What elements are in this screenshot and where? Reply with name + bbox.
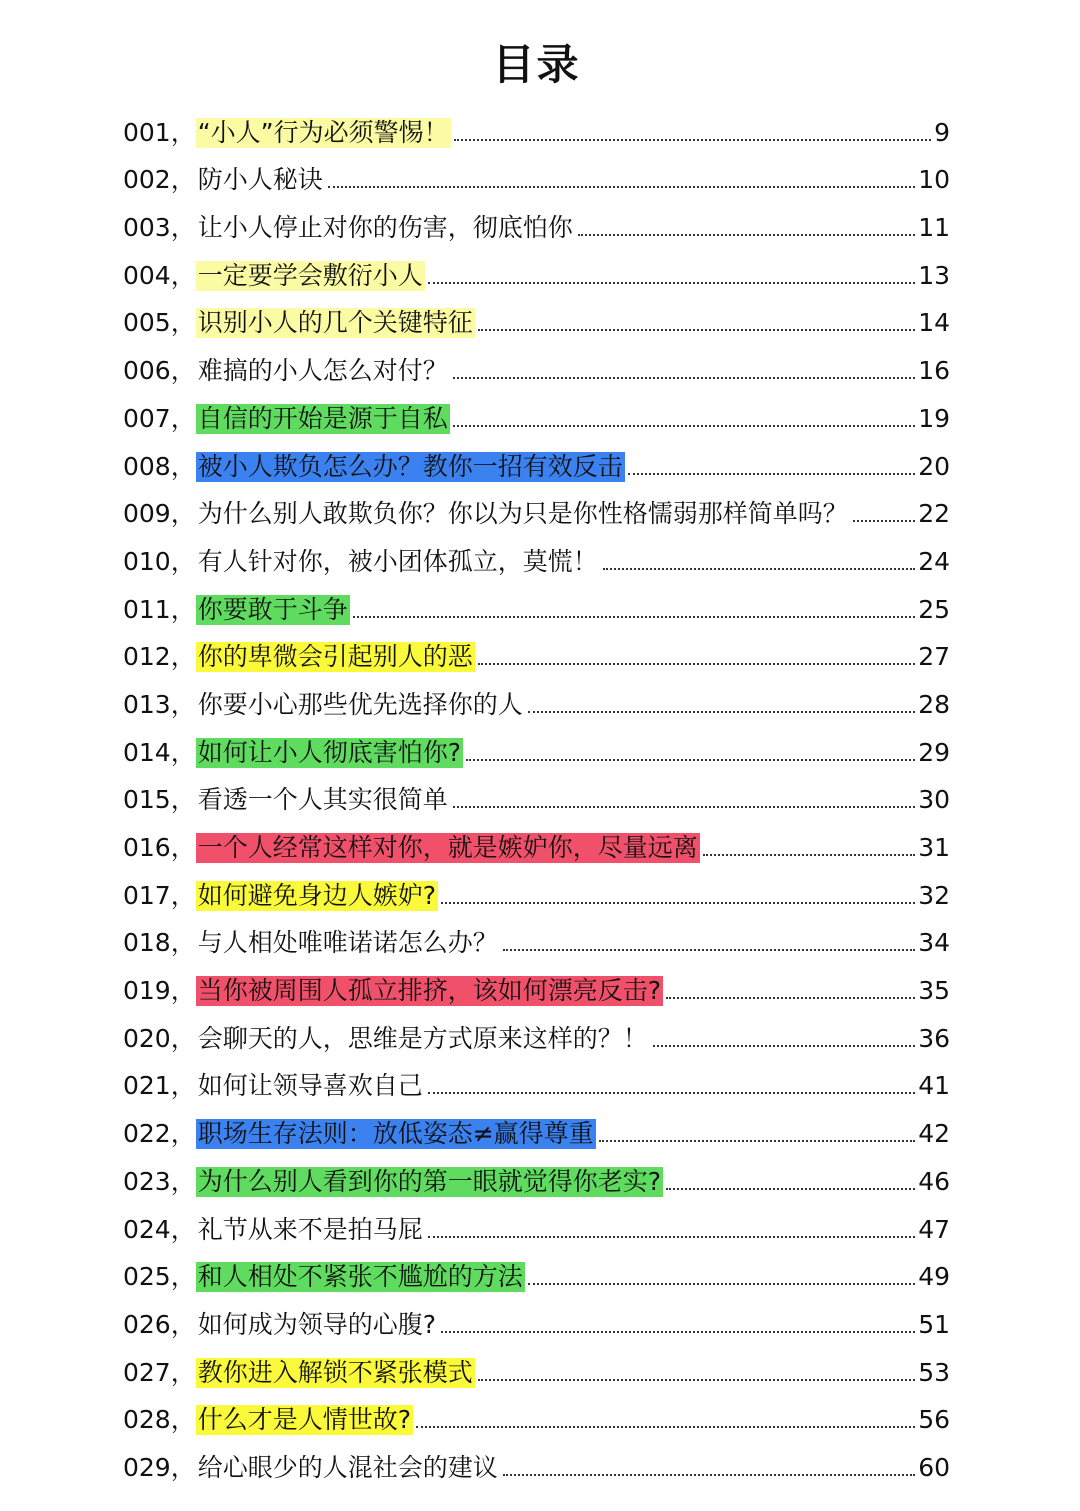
toc-entry[interactable]: [123, 625, 950, 673]
dot-leader: [503, 1474, 915, 1476]
entry-title: 会聊天的人，思维是方式原来这样的？！: [197, 1023, 648, 1053]
entry-number: 008，: [123, 451, 196, 481]
entry-page-number: 36: [918, 1023, 950, 1053]
toc-entry[interactable]: [123, 1340, 950, 1388]
dot-leader: [853, 520, 915, 522]
dot-leader: [328, 186, 915, 188]
entry-page-number: 32: [918, 880, 950, 910]
entry-title: 你要小心那些优先选择你的人: [197, 689, 523, 719]
entry-title: 职场生存法则：放低姿态≠赢得尊重: [197, 1119, 594, 1149]
entry-number: 026，: [123, 1309, 196, 1339]
entry-title: 当你被周围人孤立排挤，该如何漂亮反击?: [197, 976, 661, 1006]
entry-page-number: 30: [918, 785, 950, 815]
entry-title: 教你进入解锁不紧张模式: [197, 1357, 473, 1387]
dot-leader: [441, 902, 915, 904]
entry-page-number: 47: [918, 1214, 950, 1244]
entry-number: 025，: [123, 1262, 196, 1292]
entry-title: 一定要学会敷衍小人: [197, 260, 423, 290]
entry-number: 004，: [123, 260, 196, 290]
entry-page-number: 42: [918, 1119, 950, 1149]
entry-title: 为什么别人敢欺负你？你以为只是你性格懦弱那样简单吗？: [197, 499, 848, 529]
toc-entry[interactable]: [123, 1435, 950, 1483]
entry-number: 020，: [123, 1023, 196, 1053]
entry-title: 和人相处不紧张不尴尬的方法: [197, 1262, 523, 1292]
dot-leader: [416, 1426, 915, 1428]
entry-number: 018，: [123, 928, 196, 958]
dot-leader: [353, 616, 915, 618]
toc-entry[interactable]: [123, 1197, 950, 1245]
toc-entry[interactable]: [123, 1292, 950, 1340]
entry-page-number: 53: [918, 1357, 950, 1387]
toc-entry[interactable]: [123, 577, 950, 625]
entry-title: 有人针对你，被小团体孤立，莫慌！: [197, 546, 598, 576]
dot-leader: [453, 377, 915, 379]
toc-entry[interactable]: [123, 720, 950, 768]
entry-number: 009，: [123, 499, 196, 529]
entry-number: 012，: [123, 642, 196, 672]
entry-title: 与人相处唯唯诺诺怎么办？: [197, 928, 498, 958]
dot-leader: [453, 425, 915, 427]
dot-leader: [441, 1331, 915, 1333]
entry-title: 你的卑微会引起别人的恶: [197, 642, 473, 672]
entry-title: 一个人经常这样对你，就是嫉妒你，尽量远离: [197, 833, 698, 862]
entry-page-number: 46: [918, 1166, 950, 1196]
entry-title: 给心眼少的人混社会的建议: [197, 1452, 498, 1482]
entry-title: 什么才是人情世故?: [197, 1405, 411, 1435]
entry-page-number: 22: [918, 499, 950, 529]
table-of-contents: [123, 100, 950, 1483]
entry-number: 024，: [123, 1214, 196, 1244]
dot-leader: [428, 1236, 915, 1238]
entry-title: 自信的开始是源于自私: [197, 403, 448, 433]
entry-title: 如何让领导喜欢自己: [197, 1071, 423, 1101]
toc-entry[interactable]: [123, 148, 950, 196]
toc-entry[interactable]: [123, 291, 950, 339]
dot-leader: [628, 473, 915, 475]
entry-number: 017，: [123, 880, 196, 910]
toc-entry[interactable]: [123, 911, 950, 959]
toc-entry[interactable]: [123, 1245, 950, 1293]
dot-leader: [503, 949, 915, 951]
page-title: 目录: [492, 40, 581, 89]
entry-number: 010，: [123, 546, 196, 576]
entry-number: 028，: [123, 1405, 196, 1435]
entry-title: 看透一个人其实很简单: [197, 785, 448, 815]
toc-entry[interactable]: [123, 482, 950, 530]
dot-leader: [603, 568, 915, 570]
dot-leader: [578, 234, 915, 236]
dot-leader: [599, 1140, 916, 1142]
entry-page-number: 60: [918, 1452, 950, 1482]
entry-page-number: 49: [918, 1262, 950, 1292]
dot-leader: [454, 139, 931, 141]
entry-number: 007，: [123, 403, 196, 433]
dot-leader: [478, 1379, 915, 1381]
entry-number: 015，: [123, 785, 196, 815]
dot-leader: [703, 854, 915, 856]
entry-number: 001，: [123, 117, 196, 147]
entry-title: 礼节从来不是拍马屁: [197, 1214, 423, 1244]
toc-entry[interactable]: [123, 100, 950, 148]
dot-leader: [453, 806, 915, 808]
entry-number: 013，: [123, 689, 196, 719]
entry-title: 你要敢于斗争: [197, 594, 348, 624]
entry-page-number: 20: [918, 451, 950, 481]
toc-entry[interactable]: [123, 195, 950, 243]
entry-page-number: 56: [918, 1405, 950, 1435]
entry-page-number: 41: [918, 1071, 950, 1101]
toc-entry[interactable]: [123, 1149, 950, 1197]
toc-entry[interactable]: [123, 338, 950, 386]
entry-page-number: 19: [918, 403, 950, 433]
toc-entry[interactable]: [123, 243, 950, 291]
entry-page-number: 9: [934, 117, 950, 147]
entry-page-number: 16: [918, 356, 950, 386]
entry-page-number: 34: [918, 928, 950, 958]
entry-title: 让小人停止对你的伤害，彻底怕你: [197, 213, 573, 243]
entry-number: 027，: [123, 1357, 196, 1387]
dot-leader: [666, 997, 915, 999]
entry-title: 为什么别人看到你的第一眼就觉得你老实?: [197, 1166, 661, 1196]
entry-number: 016，: [123, 833, 196, 862]
entry-number: 023，: [123, 1166, 196, 1196]
toc-entry[interactable]: [123, 815, 950, 863]
entry-page-number: 31: [918, 833, 950, 862]
entry-number: 002，: [123, 165, 196, 195]
toc-entry[interactable]: [123, 863, 950, 911]
dot-leader: [478, 663, 915, 665]
entry-number: 022，: [123, 1119, 196, 1149]
toc-entry[interactable]: [123, 1101, 950, 1149]
entry-number: 003，: [123, 213, 196, 243]
entry-number: 011，: [123, 594, 196, 624]
toc-entry[interactable]: [123, 434, 950, 482]
dot-leader: [653, 1045, 915, 1047]
toc-entry[interactable]: [123, 768, 950, 816]
entry-number: 029，: [123, 1452, 196, 1482]
entry-title: 识别小人的几个关键特征: [197, 308, 473, 338]
toc-entry[interactable]: [123, 386, 950, 434]
toc-entry[interactable]: [123, 529, 950, 577]
toc-entry[interactable]: [123, 1006, 950, 1054]
entry-page-number: 28: [918, 689, 950, 719]
toc-entry[interactable]: [123, 958, 950, 1006]
entry-title: “小人”行为必须警惕！: [197, 117, 449, 147]
entry-title: 如何成为领导的心腹?: [197, 1309, 436, 1339]
entry-number: 019，: [123, 976, 196, 1006]
dot-leader: [478, 329, 915, 331]
entry-page-number: 51: [918, 1309, 950, 1339]
entry-number: 006，: [123, 356, 196, 386]
entry-title: 被小人欺负怎么办？教你一招有效反击: [197, 451, 623, 481]
toc-entry[interactable]: [123, 1054, 950, 1102]
entry-title: 如何让小人彻底害怕你?: [197, 737, 461, 767]
entry-page-number: 24: [918, 546, 950, 576]
toc-entry[interactable]: [123, 1388, 950, 1436]
entry-title: 防小人秘诀: [197, 165, 323, 195]
entry-page-number: 25: [918, 594, 950, 624]
dot-leader: [428, 1092, 915, 1094]
dot-leader: [528, 1283, 915, 1285]
entry-page-number: 11: [918, 213, 950, 243]
entry-number: 005，: [123, 308, 196, 338]
entry-page-number: 14: [918, 308, 950, 338]
dot-leader: [528, 711, 915, 713]
toc-entry[interactable]: [123, 672, 950, 720]
entry-number: 021，: [123, 1071, 196, 1101]
entry-number: 014，: [123, 737, 196, 767]
entry-title: 难搞的小人怎么对付？: [197, 356, 448, 386]
entry-page-number: 35: [918, 976, 950, 1006]
entry-page-number: 27: [918, 642, 950, 672]
dot-leader: [666, 1188, 915, 1190]
entry-page-number: 10: [918, 165, 950, 195]
entry-title: 如何避免身边人嫉妒?: [197, 880, 436, 910]
entry-page-number: 13: [918, 260, 950, 290]
dot-leader: [466, 759, 915, 761]
entry-page-number: 29: [918, 737, 950, 767]
dot-leader: [428, 282, 915, 284]
